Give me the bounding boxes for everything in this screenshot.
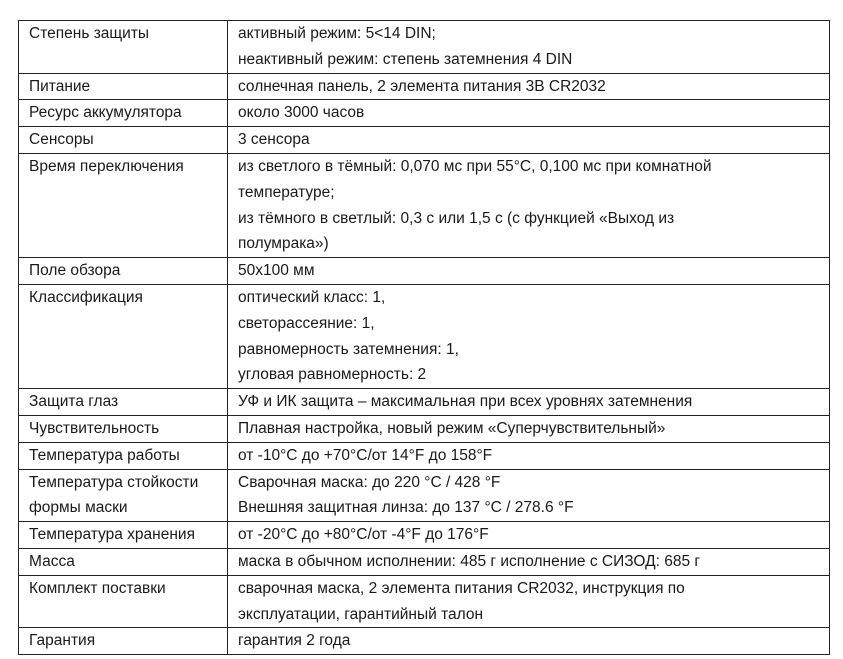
value-line: угловая равномерность: 2 bbox=[238, 366, 427, 384]
parameter-label: Комплект поставки bbox=[29, 579, 166, 597]
value-line: оптический класс: 1, bbox=[238, 288, 386, 306]
parameter-label: формы маски bbox=[29, 499, 128, 517]
parameter-cell bbox=[19, 73, 228, 100]
parameter-label: Степень защиты bbox=[29, 25, 150, 42]
parameter-label: Питание bbox=[29, 77, 91, 95]
value-cell bbox=[228, 21, 830, 74]
spec-table bbox=[18, 20, 830, 655]
parameter-cell bbox=[19, 389, 228, 416]
table-row bbox=[19, 548, 830, 575]
table-row bbox=[19, 284, 830, 388]
value-line: светорассеяние: 1, bbox=[238, 314, 375, 332]
table-row bbox=[19, 415, 830, 442]
parameter-cell bbox=[19, 100, 228, 127]
table-row bbox=[19, 522, 830, 549]
value-line: из светлого в тёмный: 0,070 мс при 55°С, 0,100 мс при комнатной bbox=[238, 157, 712, 175]
parameter-label: Температура хранения bbox=[29, 526, 195, 544]
parameter-label: Гарантия bbox=[29, 632, 96, 650]
value-line: Сварочная маска: до 220 °C / 428 °F bbox=[238, 473, 501, 491]
value-cell bbox=[228, 628, 830, 655]
parameter-label: Поле обзора bbox=[29, 262, 121, 280]
value-line: около 3000 часов bbox=[238, 104, 365, 122]
value-line: температуре; bbox=[238, 183, 335, 201]
parameter-cell bbox=[19, 469, 228, 522]
table-row bbox=[19, 469, 830, 522]
table-row bbox=[19, 153, 830, 257]
value-cell bbox=[228, 442, 830, 469]
parameter-cell bbox=[19, 442, 228, 469]
value-line: равномерность затемнения: 1, bbox=[238, 340, 459, 358]
value-line: полумрака») bbox=[238, 235, 329, 253]
parameter-cell bbox=[19, 548, 228, 575]
value-cell bbox=[228, 100, 830, 127]
table-row bbox=[19, 127, 830, 154]
table-row bbox=[19, 575, 830, 628]
parameter-cell bbox=[19, 258, 228, 285]
value-line: Внешняя защитная линза: до 137 °C / 278.6 °F bbox=[238, 499, 574, 517]
spec-table-body bbox=[19, 21, 830, 655]
value-cell bbox=[228, 575, 830, 628]
value-line: 3 сенсора bbox=[238, 131, 310, 149]
value-cell bbox=[228, 548, 830, 575]
parameter-cell bbox=[19, 284, 228, 388]
value-cell bbox=[228, 469, 830, 522]
table-row bbox=[19, 258, 830, 285]
value-line: от -10°С до +70°С/от 14°F до 158°F bbox=[238, 446, 493, 464]
parameter-cell bbox=[19, 415, 228, 442]
table-row bbox=[19, 73, 830, 100]
parameter-cell bbox=[19, 575, 228, 628]
value-line: гарантия 2 года bbox=[238, 632, 351, 650]
parameter-cell bbox=[19, 127, 228, 154]
value-line: активный режим: 5<14 DIN; bbox=[238, 25, 436, 42]
table-row bbox=[19, 389, 830, 416]
parameter-label: Ресурс аккумулятора bbox=[29, 104, 182, 122]
parameter-label: Сенсоры bbox=[29, 131, 94, 149]
parameter-label: Классификация bbox=[29, 288, 143, 306]
parameter-label: Чувствительность bbox=[29, 419, 160, 437]
value-cell bbox=[228, 127, 830, 154]
value-cell bbox=[228, 284, 830, 388]
parameter-cell bbox=[19, 628, 228, 655]
parameter-label: Температура работы bbox=[29, 446, 180, 464]
table-row bbox=[19, 628, 830, 655]
value-line: солнечная панель, 2 элемента питания 3В CR2032 bbox=[238, 77, 606, 95]
table-row bbox=[19, 100, 830, 127]
value-line: маска в обычном исполнении: 485 г исполнение с СИЗОД: 685 г bbox=[238, 552, 701, 570]
parameter-cell bbox=[19, 522, 228, 549]
parameter-cell bbox=[19, 153, 228, 257]
value-line: эксплуатации, гарантийный талон bbox=[238, 605, 484, 623]
value-line: неактивный режим: степень затемнения 4 DIN bbox=[238, 50, 573, 68]
value-line: из тёмного в светлый: 0,3 с или 1,5 с (с функцией «Выход из bbox=[238, 209, 675, 227]
value-line: от -20°С до +80°С/от -4°F до 176°F bbox=[238, 526, 489, 544]
value-line: УФ и ИК защита – максимальная при всех уровнях затемнения bbox=[238, 393, 693, 411]
parameter-label: Защита глаз bbox=[29, 393, 119, 411]
parameter-label: Температура стойкости bbox=[29, 473, 199, 491]
value-cell bbox=[228, 522, 830, 549]
value-cell bbox=[228, 389, 830, 416]
parameter-cell bbox=[19, 21, 228, 74]
parameter-label: Время переключения bbox=[29, 157, 184, 175]
value-line: Плавная настройка, новый режим «Суперчувствительный» bbox=[238, 419, 666, 437]
value-line: сварочная маска, 2 элемента питания CR2032, инструкция по bbox=[238, 579, 685, 597]
value-cell bbox=[228, 153, 830, 257]
value-cell bbox=[228, 258, 830, 285]
table-row bbox=[19, 21, 830, 74]
table-row bbox=[19, 442, 830, 469]
value-line: 50х100 мм bbox=[238, 262, 315, 280]
parameter-label: Масса bbox=[29, 552, 75, 570]
value-cell bbox=[228, 73, 830, 100]
value-cell bbox=[228, 415, 830, 442]
